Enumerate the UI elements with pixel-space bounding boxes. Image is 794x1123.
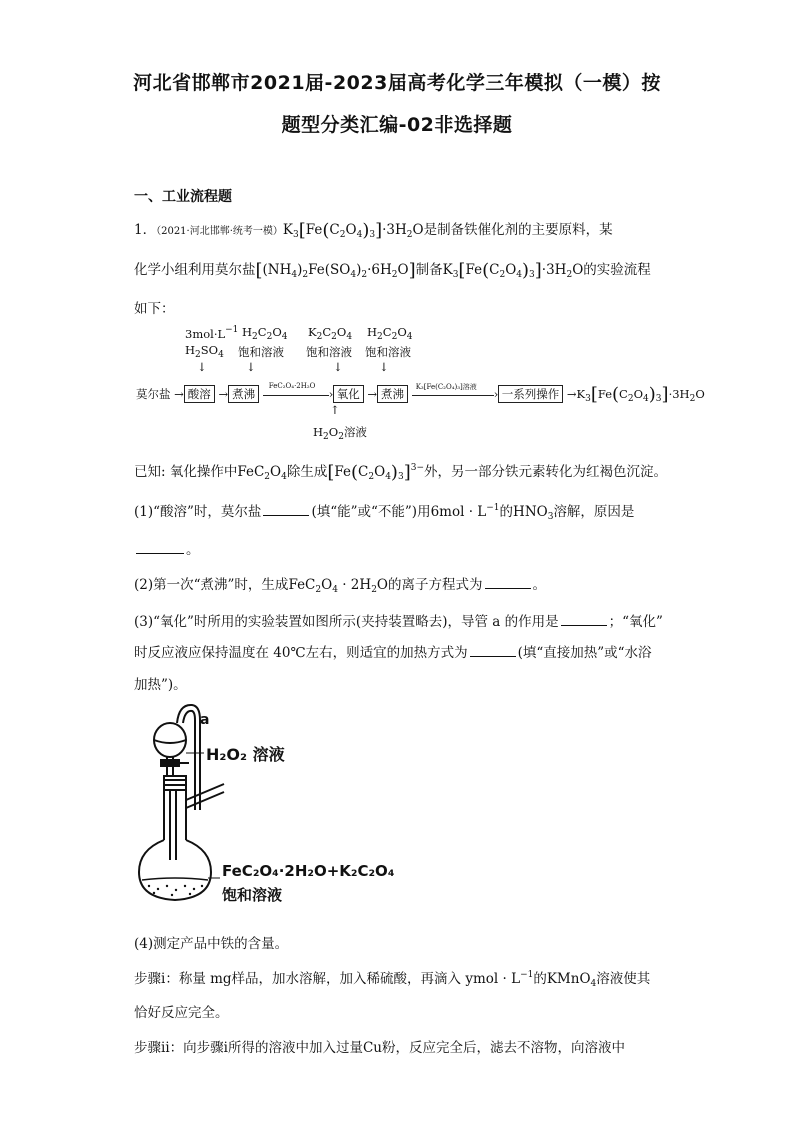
q1-line1 xyxy=(134,218,613,241)
reagent-h2c2o4-2: $H_2C_2O_4$ 饱和溶液 ↓ xyxy=(365,325,413,374)
page-title-line1: 河北省邯郸市2021届-2023届高考化学三年模拟（一模）按 xyxy=(133,72,661,94)
q1-line1-text: 是制备铁催化剂的主要原料，某 xyxy=(423,222,613,238)
step-box-acid-dissolve: 酸溶 xyxy=(184,385,215,403)
arrow-down-icon: ↓ xyxy=(379,360,389,374)
apparatus-figure xyxy=(134,700,434,910)
arrow-down-icon: ↓ xyxy=(246,360,256,374)
step-box-boil-2: 煮沸 xyxy=(377,385,408,403)
q1-line2-text-b: 制备 xyxy=(415,262,443,278)
label-a: a xyxy=(200,712,210,728)
reagent-h2o2: $H_2O_2$溶液 xyxy=(313,425,367,442)
answer-blank-3[interactable] xyxy=(485,576,531,589)
answer-blank-2[interactable] xyxy=(136,541,184,554)
q1-1-line1: (1)“酸溶”时，莫尔盐 (填“能”或“不能”)用$6mol \cdot L^{-1}$的$HNO_3$溶解，原因是 xyxy=(134,503,635,522)
q1-line2 xyxy=(134,258,651,281)
reagent-k2c2o4: $K_2C_2O_4$ 饱和溶液 ↓ xyxy=(306,325,353,374)
answer-blank-5[interactable] xyxy=(470,644,516,657)
flow-product: $K_3[Fe(C_2O_4)_3]\cdot 3H_2O$ xyxy=(576,384,705,405)
q1-source: （2021·河北邯郸·统考一模） xyxy=(156,226,283,237)
label-mixture: FeC₂O₄·2H₂O+K₂C₂O₄ xyxy=(222,862,395,880)
arrow-right-icon: → xyxy=(367,387,378,401)
step-ii-line1: 步骤ⅱ：向步骤ⅰ所得的溶液中加入过量Cu粉，反应完全后，滤去不溶物，向溶液中 xyxy=(134,1040,625,1056)
reagent-h2so4: $3mol\cdot L^{-1}$ $H_2SO_4$ ↓ xyxy=(185,325,239,374)
arrow-up-icon: ↑ xyxy=(330,403,340,417)
arrow-right-icon: → xyxy=(218,387,229,401)
q1-3-line1: (3)“氧化”时所用的实验装置如图所示(夹持装置略去)，导管 a 的作用是 ；“氧化” xyxy=(134,614,663,630)
arrow-down-icon: ↓ xyxy=(197,360,207,374)
q1-number: 1． xyxy=(134,222,157,238)
formula-k3fe-c2o4: $K_3[Fe(C_2O_4)_3]\cdot 3H_2O$ xyxy=(282,220,424,241)
section-heading: 一、工业流程题 xyxy=(134,189,232,205)
q1-line2-text-a: 化学小组利用莫尔盐 xyxy=(134,262,256,278)
formula-mohr-salt: $[(NH_4)_2Fe(SO_4)_2\cdot 6H_2O]$ xyxy=(255,260,416,281)
label-saturated: 饱和溶液 xyxy=(222,886,283,904)
step-i-line1: 步骤ⅰ：称量 mg样品，加水溶解，加入稀硫酸，再滴入 ymol · $L^{-1}$的KMnO$_4$溶液使其 xyxy=(134,970,651,989)
known-line: 已知: 氧化操作中$FeC_2O_4$除生成$[Fe(C_2O_4)_3]^{3-}$外，另一部分铁元素转化为红褐色沉淀。 xyxy=(134,462,667,483)
arrow-right-icon: → xyxy=(174,387,184,401)
flow-start: 莫尔盐 xyxy=(136,387,171,401)
label-h2o2: H₂O₂ 溶液 xyxy=(206,745,285,764)
q1-line2-text-c: 的实验流程 xyxy=(583,262,651,278)
q1-1-line2: 。 xyxy=(134,538,200,558)
arrow-down-icon: ↓ xyxy=(333,360,343,374)
q1-line3: 如下： xyxy=(134,301,175,317)
arrow-right-labeled: FeC₂O₄·2H₂O › xyxy=(263,387,333,401)
answer-blank-4[interactable] xyxy=(561,613,607,626)
flow-row xyxy=(136,384,705,405)
q1-2-line: (2)第一次“煮沸”时，生成$FeC_2O_4 \cdot 2H_2O$的离子方程式为 。 xyxy=(134,577,546,595)
step-box-boil-1: 煮沸 xyxy=(228,385,259,403)
q1-3-line2: 时反应液应保持温度在 40℃左右，则适宜的加热方式为 (填“直接加热”或“水浴 xyxy=(134,645,652,661)
step-i-line2: 恰好反应完全。 xyxy=(134,1005,229,1021)
step-box-oxidation: 氧化 xyxy=(333,385,364,403)
arrow-right-icon: → xyxy=(566,387,577,401)
page-title-line2: 题型分类汇编-02非选择题 xyxy=(281,114,513,136)
answer-blank-1[interactable] xyxy=(263,503,309,516)
arrow-right-labeled-2: K₃[Fe(C₂O₄)₃]溶液 › xyxy=(412,387,498,401)
step-box-operations: 一系列操作 xyxy=(498,385,564,403)
reagent-h2c2o4-1: $H_2C_2O_4$ 饱和溶液 ↓ xyxy=(238,325,288,374)
formula-k3fe-c2o4-2: $K_3[Fe(C_2O_4)_3]\cdot 3H_2O$ xyxy=(442,260,584,281)
q1-4-line: (4)测定产品中铁的含量。 xyxy=(134,936,289,952)
q1-3-line3: 加热”)。 xyxy=(134,677,187,693)
